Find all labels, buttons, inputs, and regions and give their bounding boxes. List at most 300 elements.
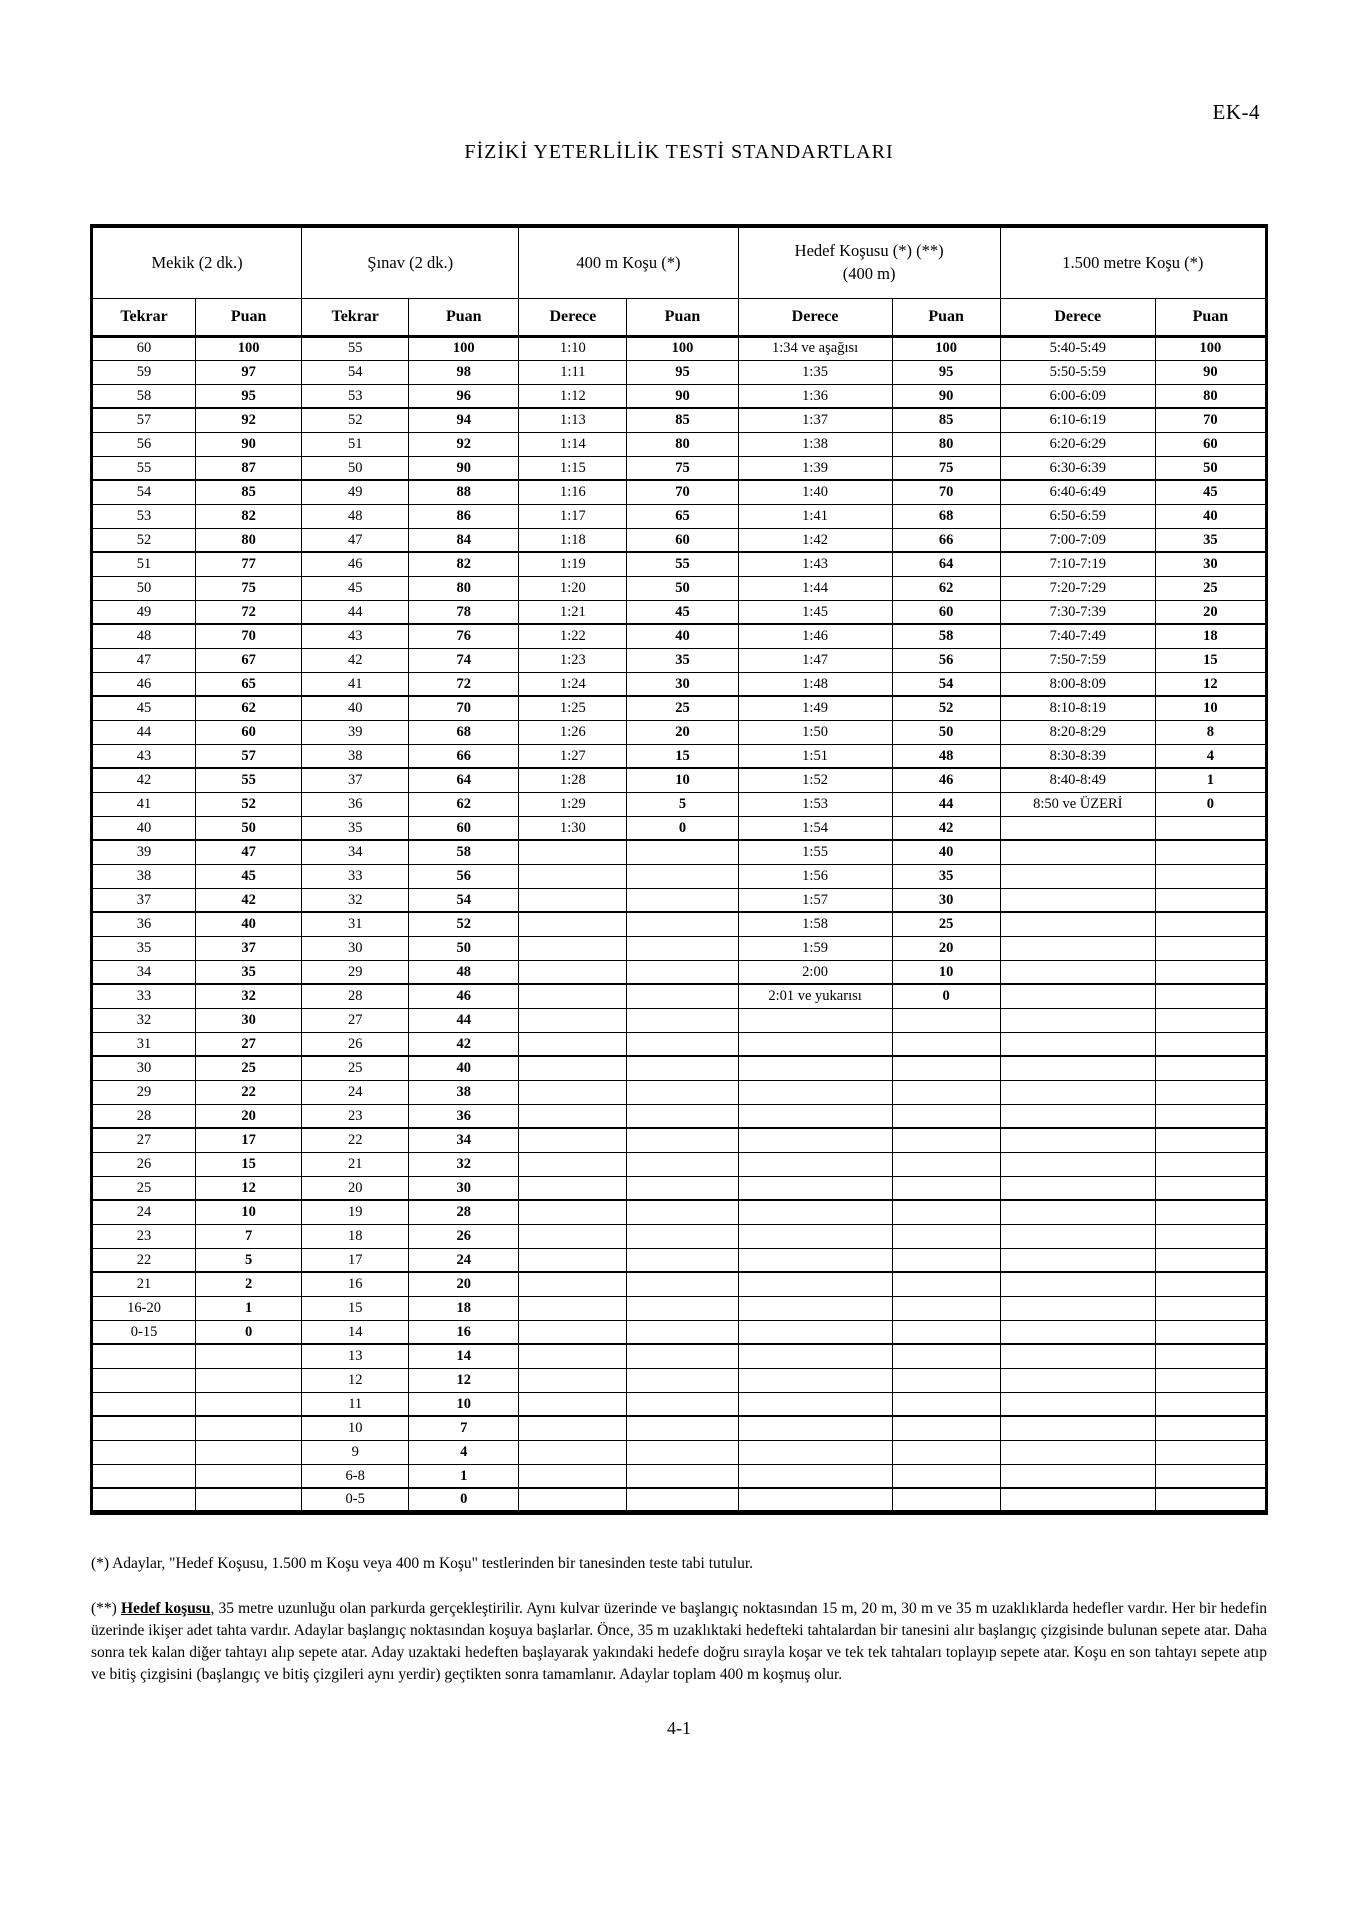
derece-cell: 21 <box>92 1272 196 1296</box>
derece-cell <box>519 840 627 864</box>
derece-cell: 7:50-7:59 <box>1000 648 1155 672</box>
derece-cell: 14 <box>302 1320 409 1344</box>
puan-cell: 50 <box>196 816 302 840</box>
derece-cell: 1:48 <box>738 672 892 696</box>
puan-cell: 0 <box>1155 792 1266 816</box>
table-row <box>92 432 1267 456</box>
derece-cell: 24 <box>302 1080 409 1104</box>
derece-cell: 6:50-6:59 <box>1000 504 1155 528</box>
puan-cell: 52 <box>892 696 1000 720</box>
table-row <box>92 600 1267 624</box>
derece-cell: 1:53 <box>738 792 892 816</box>
puan-cell: 60 <box>627 528 738 552</box>
derece-cell <box>738 1464 892 1488</box>
puan-cell: 35 <box>1155 528 1266 552</box>
derece-cell <box>1000 1032 1155 1056</box>
puan-cell: 70 <box>892 480 1000 504</box>
puan-cell <box>627 1392 738 1416</box>
derece-cell: 1:34 ve aşağısı <box>738 336 892 360</box>
puan-cell <box>892 1392 1000 1416</box>
puan-cell: 15 <box>196 1152 302 1176</box>
derece-cell <box>519 1440 627 1464</box>
footnote-2-prefix: (**) <box>91 1599 121 1617</box>
puan-cell: 96 <box>409 384 519 408</box>
derece-cell: 1:35 <box>738 360 892 384</box>
derece-cell: 50 <box>302 456 409 480</box>
derece-cell: 0-5 <box>302 1488 409 1512</box>
derece-cell <box>519 1056 627 1080</box>
derece-cell: 49 <box>302 480 409 504</box>
puan-cell <box>627 1344 738 1368</box>
derece-cell: 1:21 <box>519 600 627 624</box>
derece-cell <box>738 1224 892 1248</box>
puan-cell: 40 <box>892 840 1000 864</box>
column-header: Derece <box>1000 298 1155 336</box>
puan-cell: 66 <box>409 744 519 768</box>
puan-cell: 52 <box>196 792 302 816</box>
derece-cell: 1:44 <box>738 576 892 600</box>
group-label: Hedef Koşusu (*) (**) <box>794 241 944 261</box>
puan-cell <box>627 1176 738 1200</box>
derece-cell: 0-15 <box>92 1320 196 1344</box>
table-row <box>92 768 1267 792</box>
puan-cell: 54 <box>892 672 1000 696</box>
derece-cell: 8:00-8:09 <box>1000 672 1155 696</box>
derece-cell: 57 <box>92 408 196 432</box>
puan-cell: 5 <box>627 792 738 816</box>
derece-cell <box>1000 1224 1155 1248</box>
derece-cell: 13 <box>302 1344 409 1368</box>
puan-cell: 56 <box>892 648 1000 672</box>
derece-cell: 45 <box>92 696 196 720</box>
puan-cell: 85 <box>196 480 302 504</box>
derece-cell <box>92 1440 196 1464</box>
derece-cell <box>1000 1080 1155 1104</box>
column-header: Puan <box>196 298 302 336</box>
derece-cell: 36 <box>302 792 409 816</box>
puan-cell: 20 <box>627 720 738 744</box>
derece-cell <box>519 888 627 912</box>
derece-cell: 1:18 <box>519 528 627 552</box>
derece-cell: 47 <box>92 648 196 672</box>
derece-cell <box>1000 1200 1155 1224</box>
puan-cell <box>892 1176 1000 1200</box>
puan-cell <box>627 1368 738 1392</box>
puan-cell: 100 <box>1155 336 1266 360</box>
puan-cell: 60 <box>196 720 302 744</box>
group-label: 400 m Koşu (*) <box>576 252 681 272</box>
group-header-row <box>92 226 1267 298</box>
puan-cell <box>892 1032 1000 1056</box>
puan-cell: 38 <box>409 1080 519 1104</box>
puan-cell <box>1155 1104 1266 1128</box>
table-header <box>92 226 1267 336</box>
puan-cell <box>1155 1008 1266 1032</box>
derece-cell: 1:16 <box>519 480 627 504</box>
puan-cell: 100 <box>196 336 302 360</box>
puan-cell <box>627 1464 738 1488</box>
derece-cell: 44 <box>92 720 196 744</box>
derece-cell: 44 <box>302 600 409 624</box>
derece-cell: 48 <box>92 624 196 648</box>
group-header-mekik <box>92 226 302 298</box>
document-annex-tag: EK-4 <box>1212 100 1260 124</box>
puan-cell <box>1155 1392 1266 1416</box>
puan-cell: 10 <box>1155 696 1266 720</box>
derece-cell: 1:28 <box>519 768 627 792</box>
derece-cell: 39 <box>92 840 196 864</box>
puan-cell <box>892 1296 1000 1320</box>
derece-cell: 29 <box>302 960 409 984</box>
derece-cell: 2:01 ve yukarısı <box>738 984 892 1008</box>
derece-cell: 33 <box>302 864 409 888</box>
puan-cell: 10 <box>196 1200 302 1224</box>
derece-cell <box>519 1248 627 1272</box>
puan-cell <box>627 1488 738 1512</box>
puan-cell <box>196 1488 302 1512</box>
puan-cell: 42 <box>892 816 1000 840</box>
derece-cell: 7:00-7:09 <box>1000 528 1155 552</box>
derece-cell: 49 <box>92 600 196 624</box>
derece-cell: 37 <box>302 768 409 792</box>
derece-cell <box>1000 984 1155 1008</box>
puan-cell: 20 <box>1155 600 1266 624</box>
derece-cell <box>519 1368 627 1392</box>
puan-cell: 45 <box>196 864 302 888</box>
derece-cell <box>519 1488 627 1512</box>
puan-cell: 68 <box>409 720 519 744</box>
puan-cell: 70 <box>1155 408 1266 432</box>
derece-cell: 32 <box>302 888 409 912</box>
puan-cell: 35 <box>627 648 738 672</box>
table-row <box>92 912 1267 936</box>
puan-cell <box>627 1032 738 1056</box>
puan-cell: 20 <box>409 1272 519 1296</box>
puan-cell <box>892 1104 1000 1128</box>
derece-cell: 23 <box>302 1104 409 1128</box>
table-row <box>92 1392 1267 1416</box>
puan-cell: 95 <box>892 360 1000 384</box>
derece-cell: 40 <box>92 816 196 840</box>
table-row <box>92 1320 1267 1344</box>
puan-cell: 62 <box>409 792 519 816</box>
puan-cell: 100 <box>627 336 738 360</box>
derece-cell: 58 <box>92 384 196 408</box>
puan-cell: 64 <box>409 768 519 792</box>
derece-cell: 5:50-5:59 <box>1000 360 1155 384</box>
derece-cell: 38 <box>302 744 409 768</box>
puan-cell: 1 <box>1155 768 1266 792</box>
puan-cell: 24 <box>409 1248 519 1272</box>
puan-cell: 75 <box>196 576 302 600</box>
puan-cell: 44 <box>409 1008 519 1032</box>
derece-cell: 46 <box>302 552 409 576</box>
puan-cell: 34 <box>409 1128 519 1152</box>
puan-cell: 25 <box>627 696 738 720</box>
puan-cell <box>1155 1056 1266 1080</box>
puan-cell <box>627 1416 738 1440</box>
derece-cell <box>738 1248 892 1272</box>
puan-cell <box>1155 1416 1266 1440</box>
puan-cell: 78 <box>409 600 519 624</box>
derece-cell <box>1000 1104 1155 1128</box>
puan-cell <box>1155 1344 1266 1368</box>
puan-cell: 87 <box>196 456 302 480</box>
puan-cell <box>1155 912 1266 936</box>
group-header-sinav <box>302 226 519 298</box>
puan-cell: 58 <box>409 840 519 864</box>
derece-cell <box>519 1224 627 1248</box>
puan-cell: 4 <box>409 1440 519 1464</box>
puan-cell: 45 <box>1155 480 1266 504</box>
puan-cell: 4 <box>1155 744 1266 768</box>
derece-cell <box>92 1392 196 1416</box>
puan-cell: 92 <box>409 432 519 456</box>
derece-cell: 1:56 <box>738 864 892 888</box>
derece-cell <box>1000 1248 1155 1272</box>
derece-cell: 47 <box>302 528 409 552</box>
puan-cell: 50 <box>1155 456 1266 480</box>
puan-cell <box>1155 1464 1266 1488</box>
derece-cell <box>1000 1008 1155 1032</box>
derece-cell: 6:00-6:09 <box>1000 384 1155 408</box>
derece-cell <box>1000 960 1155 984</box>
puan-cell: 80 <box>1155 384 1266 408</box>
puan-cell: 32 <box>196 984 302 1008</box>
derece-cell <box>1000 1320 1155 1344</box>
puan-cell: 30 <box>196 1008 302 1032</box>
derece-cell <box>519 1080 627 1104</box>
puan-cell <box>627 960 738 984</box>
puan-cell <box>892 1272 1000 1296</box>
puan-cell: 1 <box>196 1296 302 1320</box>
puan-cell: 0 <box>409 1488 519 1512</box>
derece-cell <box>519 912 627 936</box>
table-row <box>92 360 1267 384</box>
derece-cell: 21 <box>302 1152 409 1176</box>
derece-cell <box>738 1080 892 1104</box>
puan-cell <box>196 1368 302 1392</box>
derece-cell: 42 <box>92 768 196 792</box>
derece-cell: 1:30 <box>519 816 627 840</box>
derece-cell: 59 <box>92 360 196 384</box>
derece-cell: 31 <box>92 1032 196 1056</box>
derece-cell <box>519 1152 627 1176</box>
derece-cell: 25 <box>92 1176 196 1200</box>
table-row <box>92 720 1267 744</box>
derece-cell: 1:15 <box>519 456 627 480</box>
puan-cell: 82 <box>196 504 302 528</box>
derece-cell <box>1000 1368 1155 1392</box>
derece-cell <box>92 1464 196 1488</box>
derece-cell: 1:54 <box>738 816 892 840</box>
table-row <box>92 888 1267 912</box>
group-header-hedef-kosusu <box>738 226 1000 298</box>
puan-cell <box>627 1080 738 1104</box>
puan-cell <box>627 1104 738 1128</box>
derece-cell <box>1000 864 1155 888</box>
table-row <box>92 576 1267 600</box>
puan-cell <box>1155 1200 1266 1224</box>
puan-cell: 12 <box>409 1368 519 1392</box>
table-row <box>92 816 1267 840</box>
derece-cell <box>519 1200 627 1224</box>
puan-cell: 80 <box>196 528 302 552</box>
column-header: Derece <box>519 298 627 336</box>
derece-cell: 1:14 <box>519 432 627 456</box>
puan-cell: 55 <box>196 768 302 792</box>
derece-cell <box>1000 888 1155 912</box>
puan-cell: 97 <box>196 360 302 384</box>
group-label: Mekik (2 dk.) <box>151 252 243 272</box>
derece-cell: 27 <box>92 1128 196 1152</box>
derece-cell: 10 <box>302 1416 409 1440</box>
derece-cell <box>519 1008 627 1032</box>
derece-cell: 25 <box>302 1056 409 1080</box>
puan-cell: 56 <box>409 864 519 888</box>
derece-cell <box>738 1416 892 1440</box>
derece-cell: 34 <box>302 840 409 864</box>
puan-cell: 98 <box>409 360 519 384</box>
column-header: Puan <box>892 298 1000 336</box>
derece-cell: 51 <box>92 552 196 576</box>
derece-cell: 19 <box>302 1200 409 1224</box>
footnote-1: (*) Adaylar, "Hedef Koşusu, 1.500 m Koşu veya 400 m Koşu" testlerinden bir tanesinden teste tabi tutulur. <box>91 1554 754 1572</box>
derece-cell <box>92 1368 196 1392</box>
column-header: Puan <box>409 298 519 336</box>
puan-cell: 25 <box>1155 576 1266 600</box>
puan-cell: 60 <box>892 600 1000 624</box>
puan-cell <box>892 1320 1000 1344</box>
derece-cell <box>519 936 627 960</box>
group-header-1500m-kosu <box>1000 226 1266 298</box>
derece-cell <box>519 1128 627 1152</box>
puan-cell <box>1155 888 1266 912</box>
puan-cell: 25 <box>892 912 1000 936</box>
derece-cell: 1:50 <box>738 720 892 744</box>
footnotes-section <box>91 1553 1267 1686</box>
derece-cell: 52 <box>92 528 196 552</box>
table-row <box>92 672 1267 696</box>
puan-cell: 10 <box>892 960 1000 984</box>
table-row <box>92 1008 1267 1032</box>
derece-cell: 37 <box>92 888 196 912</box>
puan-cell: 100 <box>892 336 1000 360</box>
puan-cell: 95 <box>196 384 302 408</box>
derece-cell: 17 <box>302 1248 409 1272</box>
derece-cell: 53 <box>92 504 196 528</box>
derece-cell: 1:41 <box>738 504 892 528</box>
derece-cell: 20 <box>302 1176 409 1200</box>
derece-cell: 1:26 <box>519 720 627 744</box>
derece-cell <box>519 1104 627 1128</box>
derece-cell <box>738 1392 892 1416</box>
table-row <box>92 1128 1267 1152</box>
puan-cell: 18 <box>1155 624 1266 648</box>
table-row <box>92 1488 1267 1512</box>
puan-cell: 12 <box>196 1176 302 1200</box>
derece-cell <box>519 1272 627 1296</box>
derece-cell <box>1000 1464 1155 1488</box>
derece-cell: 1:51 <box>738 744 892 768</box>
puan-cell <box>892 1416 1000 1440</box>
derece-cell: 1:22 <box>519 624 627 648</box>
puan-cell: 28 <box>409 1200 519 1224</box>
puan-cell: 32 <box>409 1152 519 1176</box>
derece-cell <box>519 1176 627 1200</box>
puan-cell: 90 <box>1155 360 1266 384</box>
derece-cell: 7:40-7:49 <box>1000 624 1155 648</box>
puan-cell: 75 <box>627 456 738 480</box>
derece-cell: 1:38 <box>738 432 892 456</box>
derece-cell <box>1000 936 1155 960</box>
puan-cell <box>1155 1296 1266 1320</box>
derece-cell <box>1000 1344 1155 1368</box>
table-row <box>92 504 1267 528</box>
puan-cell <box>627 1296 738 1320</box>
derece-cell: 35 <box>92 936 196 960</box>
table-row <box>92 1296 1267 1320</box>
derece-cell: 1:52 <box>738 768 892 792</box>
footnote-2-body: , 35 metre uzunluğu olan parkurda gerçekleştirilir. Aynı kulvar üzerinde ve başlangıç noktasından 15 m, 20 m, 30 m ve 35 m uzaklıklarda hedefler vardır. Her bir hedefin üzerinde ikişer adet tahta vardır. Adaylar başlangıç noktasından koşuya başlarlar. Önce, 35 m uzaklıktaki hedefteki tahtalardan bir tanesini alır başlangıç çizgisinde bulunan sepete atar. Daha sonra tek kalan diğer tahtayı alıp sepete atar. Aday uzaktaki hedeften başlayarak yakındaki hedefe doğru sırayla koşar ve tek tek tahtaları toplayıp sepete atar. Koşu en son tahtayı sepete atıp ve bitiş çizgisini (başlangıç ve bitiş çizgileri aynı yerdir) geçtikten sonra tamamlanır. Adaylar toplam 400 m koşmuş olur. <box>91 1599 1267 1683</box>
derece-cell: 1:23 <box>519 648 627 672</box>
derece-cell <box>1000 1488 1155 1512</box>
footnote-2-term: Hedef koşusu <box>121 1599 211 1617</box>
puan-cell: 0 <box>196 1320 302 1344</box>
derece-cell <box>738 1296 892 1320</box>
table-row <box>92 1032 1267 1056</box>
derece-cell: 31 <box>302 912 409 936</box>
puan-cell: 67 <box>196 648 302 672</box>
derece-cell: 12 <box>302 1368 409 1392</box>
table-row <box>92 984 1267 1008</box>
derece-cell: 1:55 <box>738 840 892 864</box>
puan-cell: 60 <box>1155 432 1266 456</box>
derece-cell: 1:47 <box>738 648 892 672</box>
derece-cell: 1:29 <box>519 792 627 816</box>
puan-cell: 62 <box>196 696 302 720</box>
derece-cell: 7:30-7:39 <box>1000 600 1155 624</box>
derece-cell: 1:20 <box>519 576 627 600</box>
puan-cell: 90 <box>409 456 519 480</box>
column-header: Tekrar <box>302 298 409 336</box>
puan-cell: 26 <box>409 1224 519 1248</box>
puan-cell <box>627 1440 738 1464</box>
group-label: 1.500 metre Koşu (*) <box>1062 252 1204 272</box>
table-row <box>92 840 1267 864</box>
derece-cell: 7:20-7:29 <box>1000 576 1155 600</box>
puan-cell <box>627 888 738 912</box>
puan-cell <box>892 1008 1000 1032</box>
puan-cell: 75 <box>892 456 1000 480</box>
table-row <box>92 744 1267 768</box>
puan-cell: 0 <box>892 984 1000 1008</box>
column-header: Puan <box>627 298 738 336</box>
derece-cell: 39 <box>302 720 409 744</box>
puan-cell <box>196 1464 302 1488</box>
puan-cell <box>892 1056 1000 1080</box>
table-row <box>92 1152 1267 1176</box>
derece-cell: 6:30-6:39 <box>1000 456 1155 480</box>
puan-cell <box>627 1272 738 1296</box>
table-row <box>92 1176 1267 1200</box>
puan-cell: 30 <box>409 1176 519 1200</box>
table-row <box>92 1056 1267 1080</box>
derece-cell <box>1000 1128 1155 1152</box>
puan-cell <box>1155 984 1266 1008</box>
derece-cell <box>738 1344 892 1368</box>
puan-cell <box>627 1128 738 1152</box>
